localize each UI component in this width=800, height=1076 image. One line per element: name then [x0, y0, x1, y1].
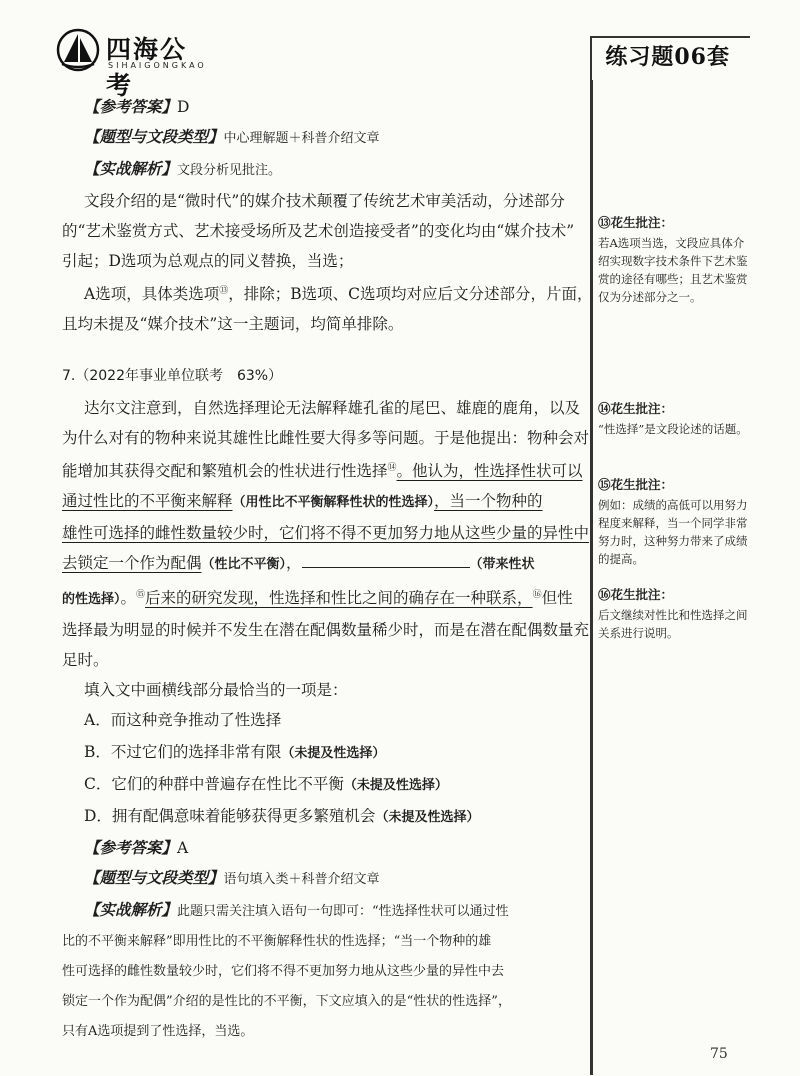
q7-passage-line: 雄性可选择的雌性数量较少时，它们将不得不更加努力地从这些少量的异性中 [62, 524, 590, 543]
q7-option-c: C．它们的种群中普遍存在性比不平衡（未提及性选择） [84, 775, 448, 794]
q6-analysis-line: A选项，具体类选项⑬，排除；B选项、C选项均对应后文分述部分，片面， [84, 285, 593, 304]
margin-divider [590, 80, 593, 1075]
set-title: 练习题06套 [605, 44, 730, 70]
main-text-column [62, 92, 593, 1047]
q7-analysis-line: 只有A选项提到了性选择，当选。 [62, 1024, 254, 1040]
q7-analysis-line: 锁定一个作为配偶”介绍的是性比的不平衡，下文应填入的是“性状的性选择”， [62, 994, 511, 1010]
note-ref-13: ⑬ [219, 286, 229, 296]
q7-answer: 【参考答案】A [84, 838, 189, 858]
q7-passage-line: 的性选择）。⑮后来的研究发现，性选择和性比之间的确存在一种联系，⑯但性 [62, 589, 573, 608]
q7-option-a: A．而这种竞争推动了性选择 [84, 711, 282, 730]
q7-type: 【题型与文段类型】语句填入类＋科普介绍文章 [84, 868, 380, 888]
fill-in-blank [302, 553, 470, 568]
q6-answer: 【参考答案】D [84, 97, 190, 116]
q7-analysis-line: 比的不平衡来解释”即用性比的不平衡解释性状的性选择；“当一个物种的雄 [62, 934, 492, 950]
q7-option-b: B．不过它们的选择非常有限（未提及性选择） [84, 743, 386, 762]
q6-analysis-line: 引起；D选项为总观点的同义替换，当选； [62, 252, 354, 270]
q7-passage-line: 足时。 [62, 651, 109, 670]
q7-prompt: 填入文中画横线部分最恰当的一项是： [84, 681, 348, 700]
note-ref-15: ⑮ [136, 590, 146, 601]
q7-passage-line: 达尔文注意到，自然选择理论无法解释雄孔雀的尾巴、雄鹿的鹿角，以及 [84, 399, 581, 418]
logo-subtitle: SIHAIGONGKAO [108, 61, 207, 70]
q7-analysis-line: 性可选择的雌性数量较少时，它们将不得不更加努力地从这些少量的异性中去 [62, 964, 505, 980]
q6-analysis-line: 文段介绍的是“微时代”的媒介技术颠覆了传统艺术审美活动，分述部分 [84, 192, 565, 210]
q7-title: 7.（2022年事业单位联考 63%） [62, 368, 283, 385]
q7-passage-line: 能增加其获得交配和繁殖机会的性状进行性选择⑭。他认为，性选择性状可以 [62, 462, 583, 481]
sailboat-logo-icon [56, 28, 100, 72]
logo-name: 四海公考 [106, 35, 188, 100]
note-ref-14: ⑭ [387, 463, 397, 474]
q6-analysis: 【实战解析】文段分析见批注。 [84, 159, 282, 178]
header-divider-corner [590, 36, 592, 80]
q7-passage-line: 为什么对有的物种来说其雄性比雌性要大得多等问题。于是他提出：物种会对 [62, 429, 590, 448]
page-number: 75 [710, 1046, 728, 1062]
q6-analysis-line: 且均未提及“媒介技术”这一主题词，均简单排除。 [62, 315, 404, 334]
margin-note-14: ⑭花生批注： “性选择”是文段论述的话题。 [598, 401, 748, 436]
q6-type: 【题型与文段类型】中心理解题＋科普介绍文章 [84, 127, 380, 146]
q7-passage-line: 选择最为明显的时候并不发生在潜在配偶数量稀少时，而是在潜在配偶数量充 [62, 621, 590, 640]
margin-note-16: ⑯花生批注： 后文继续对性比和性选择之间关系进行说明。 [598, 587, 748, 640]
q7-option-d: D．拥有配偶意味着能够获得更多繁殖机会（未提及性选择） [84, 807, 480, 826]
q7-passage-line: 通过性比的不平衡来解释（用性比不平衡解释性状的性选择），当一个物种的 [62, 492, 543, 511]
publisher-logo [56, 28, 207, 100]
q7-passage-line: 去锁定一个作为配偶（性比不平衡）， （带来性状 [62, 554, 535, 573]
header-divider [590, 36, 750, 38]
margin-note-13: ⑬花生批注： 若A选项当选，文段应具体介绍实现数字技术条件下艺术鉴赏的途径有哪些；且艺术鉴赏仅为分述部分之一。 [598, 215, 748, 304]
margin-note-15: ⑮花生批注： 例如：成绩的高低可以用努力程度来解释，当一个同学非常努力时，这种努力带来了成绩的提高。 [598, 477, 748, 566]
q6-analysis-line: 的“艺术鉴赏方式、艺术接受场所及艺术创造接受者”的变化均由“媒介技术” [62, 222, 575, 240]
q7-analysis: 【实战解析】此题只需关注填入语句一句即可：“性选择性状可以通过性 [84, 900, 509, 920]
note-ref-16: ⑯ [532, 590, 542, 601]
